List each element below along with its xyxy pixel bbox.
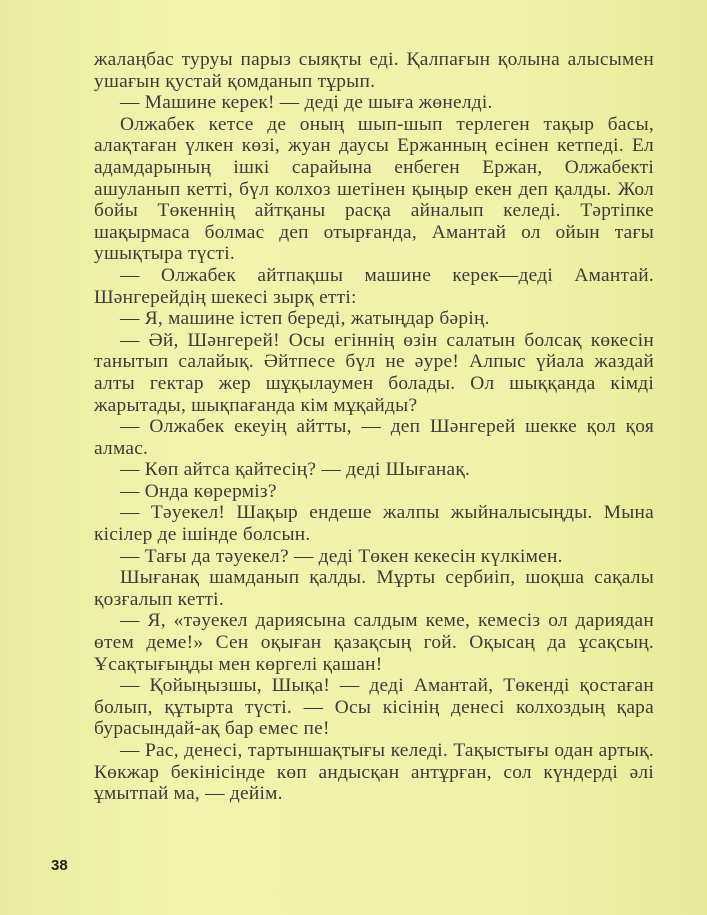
paragraph-3: Олжабек кетсе де оның шып-шып терлеген тақыр басы, алақтаған үлкен көзі, жуан даусы Ержанның есінен кетпеді. Ел адамдарының ішкі сарайына енбеген Ержан, Олжабекті ашуланып кетті, бүл колхоз шетінен қыңыр екен деп қалды. Жол бойы Төкеннің айтқаны расқа айналып келеді. Тәртіпке шақырмаса болмас деп отырғанда, Амантай ол ойын тағы ушықтыра түсті. (94, 113, 654, 265)
page-number: 38 (51, 857, 68, 874)
paragraph-4: — Олжабек айтпақшы машине керек—деді Амантай. Шәнгерейдің шекесі зырқ етті: (94, 264, 654, 308)
paragraph-2: — Машине керек! — деді де шыға жөнелді. (120, 92, 493, 114)
paragraph-15: — Рас, денесі, тартыншақтығы келеді. Тақыстығы одан артық. Көкжар бекінісінде көп андысқан антұрған, сол күндерді әлі ұмытпай ма, — дейім. (94, 740, 654, 805)
paragraph-8: — Көп айтса қайтесің? — деді Шығанақ. (120, 459, 471, 481)
paragraph-14: — Қойыңызшы, Шықа! — деді Амантай, Төкенді қостаған болып, құтырта түсті. — Осы кісінің денесі колхоздың қара бурасындай-ақ бар емес пе! (94, 675, 654, 740)
paragraph-5: — Я, машине істеп береді, жатыңдар бәрің. (120, 308, 490, 330)
paragraph-10: — Тәуекел! Шақыр ендеше жалпы жыйналысыңды. Мына кісілер де ішінде болсын. (94, 502, 654, 546)
paragraph-13: — Я, «тәуекел дариясына салдым кеме, кемесіз ол дариядан өтем деме!» Сен оқыған қазақсың гой. Оқысаң да ұсақсың. Ұсақтығыңды мен көргелі қашан! (94, 610, 654, 675)
body-text (94, 49, 654, 805)
paragraph-9: — Онда көрерміз? (120, 480, 277, 502)
paragraph-1: жалаңбас туруы парыз сыяқты еді. Қалпағын қолына алысымен ушағын қустай қомданып тұрып. (94, 49, 654, 92)
paragraph-12: Шығанақ шамданып қалды. Мұрты сербиіп, шоқша сақалы қозғалып кетті. (94, 567, 654, 610)
paragraph-7: — Олжабек екеуің айтты, — деп Шәнгерей шекке қол қоя алмас. (94, 416, 654, 459)
paragraph-11: — Тағы да тәуекел? — деді Төкен кекесін күлкімен. (120, 545, 563, 567)
paragraph-6: — Әй, Шәнгерей! Осы егіннің өзін салатын болсақ көкесін танытып салайық. Әйтпесе бүл не әуре! Алпыс үйала жаздай алты гектар жер шұқылаумен болады. Ол шыққанда кімді жарытады, шықпағанда кім мұқайды? (94, 329, 654, 416)
